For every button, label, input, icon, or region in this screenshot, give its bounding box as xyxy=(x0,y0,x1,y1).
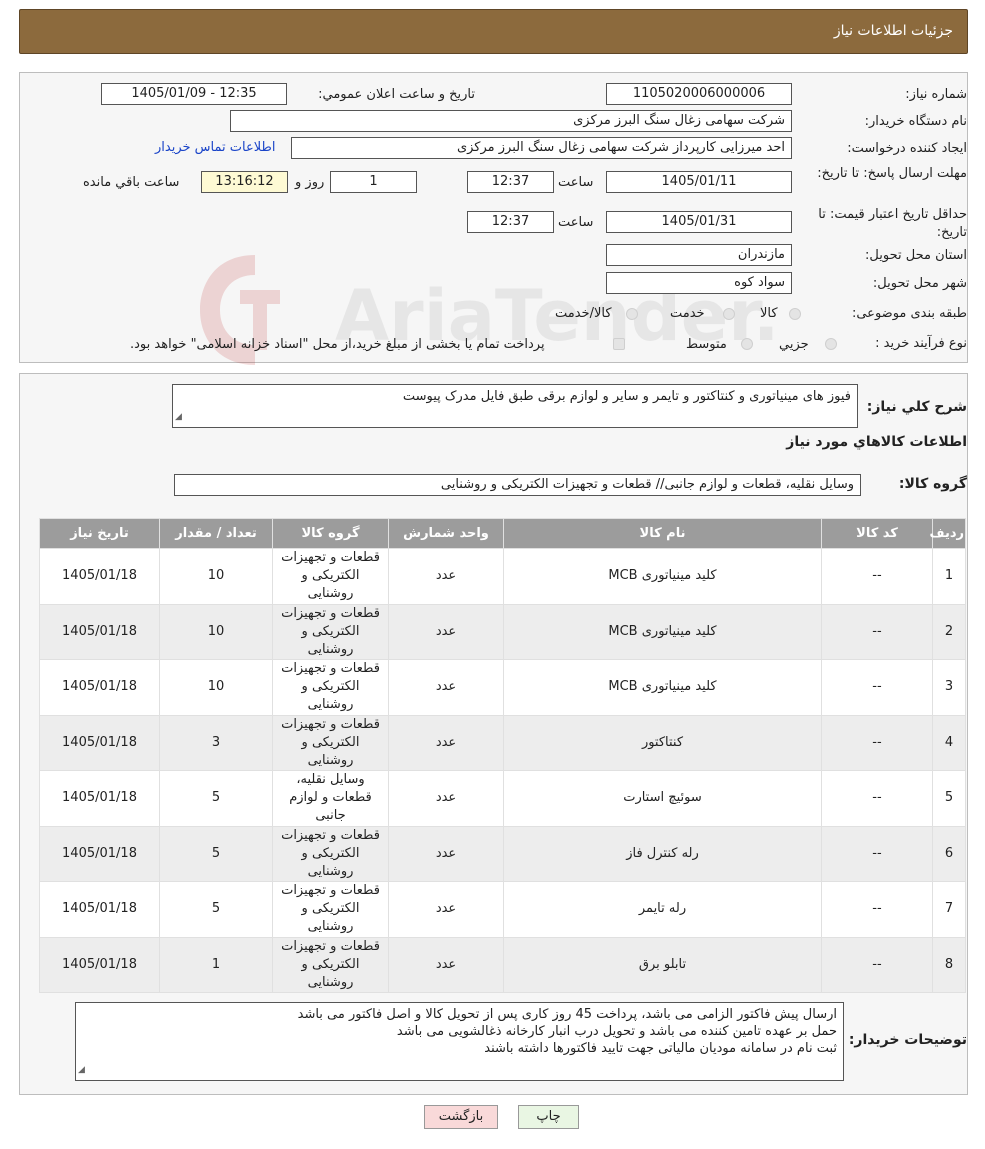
table-row xyxy=(40,715,966,771)
cell-item-name: رله کنترل فاز xyxy=(504,826,822,882)
cell-unit: عدد xyxy=(389,826,504,882)
need-number-field: 1105020006000006 xyxy=(606,83,792,105)
cell-item-code: -- xyxy=(822,604,933,660)
col-group: گروه کالا xyxy=(273,519,389,549)
cell-quantity: 5 xyxy=(160,771,273,827)
cell-item-name: سوئیچ استارت xyxy=(504,771,822,827)
cell-need-date: 1405/01/18 xyxy=(40,882,160,938)
reply-time-field: 12:37 xyxy=(467,171,554,193)
cell-group: وسایل نقلیه، قطعات و لوازم جانبی xyxy=(273,771,389,827)
goods-table xyxy=(39,518,966,993)
table-row xyxy=(40,660,966,716)
process-radio-minor[interactable] xyxy=(825,338,837,350)
cell-row-number: 2 xyxy=(933,604,966,660)
cell-group: قطعات و تجهیزات الکتریکی و روشنایی xyxy=(273,882,389,938)
category-option-goods: کالا xyxy=(760,306,778,321)
cell-item-code: -- xyxy=(822,882,933,938)
cell-unit: عدد xyxy=(389,604,504,660)
cell-row-number: 1 xyxy=(933,549,966,605)
cell-unit: عدد xyxy=(389,660,504,716)
cell-need-date: 1405/01/18 xyxy=(40,715,160,771)
cell-quantity: 10 xyxy=(160,660,273,716)
table-row xyxy=(40,882,966,938)
category-radio-goods-service[interactable] xyxy=(626,308,638,320)
category-radio-service[interactable] xyxy=(723,308,735,320)
process-note: پرداخت تمام یا بخشی از مبلغ خرید،از محل "اسناد خزانه اسلامی" خواهد بود. xyxy=(130,337,545,352)
cell-item-name: کلید مینیاتوری MCB xyxy=(504,660,822,716)
table-row xyxy=(40,549,966,605)
summary-text: فیوز های مینیاتوری و کنتاکتور و تایمر و سایر و لوازم برقی طبق فایل مدرک پیوست xyxy=(402,389,851,404)
cell-need-date: 1405/01/18 xyxy=(40,549,160,605)
cell-item-code: -- xyxy=(822,549,933,605)
col-quantity: تعداد / مقدار xyxy=(160,519,273,549)
cell-row-number: 7 xyxy=(933,882,966,938)
table-row xyxy=(40,826,966,882)
contact-info-link[interactable]: اطلاعات تماس خريدار xyxy=(155,140,276,155)
remaining-time-field: 13:16:12 xyxy=(201,171,288,193)
cell-item-name: کلید مینیاتوری MCB xyxy=(504,604,822,660)
cell-unit: عدد xyxy=(389,549,504,605)
process-option-medium: متوسط xyxy=(686,337,727,352)
cell-item-code: -- xyxy=(822,771,933,827)
goods-info-title: اطلاعات کالاهاي مورد نياز xyxy=(786,434,967,450)
days-label: روز و xyxy=(295,175,325,190)
summary-label: شرح کلي نياز: xyxy=(866,399,967,415)
buyer-org-field: شرکت سهامی زغال سنگ البرز مرکزی xyxy=(230,110,792,132)
validity-label: حداقل تاريخ اعتبار قيمت: تا تاريخ: xyxy=(818,207,967,240)
process-checkbox-treasury[interactable] xyxy=(613,338,625,350)
buyer-note-line: حمل بر عهده تامین کننده می باشد و تحویل درب انبار کارخانه ذغالشویی می باشد xyxy=(396,1024,837,1039)
cell-group: قطعات و تجهیزات الکتریکی و روشنایی xyxy=(273,937,389,993)
province-label: استان محل تحويل: xyxy=(865,248,967,263)
buyer-notes-label: توضيحات خريدار: xyxy=(848,1032,967,1048)
summary-textarea[interactable] xyxy=(172,384,858,428)
cell-group: قطعات و تجهیزات الکتریکی و روشنایی xyxy=(273,660,389,716)
creator-field: احد میرزایی کارپرداز شرکت سهامی زغال سنگ البرز مرکزی xyxy=(291,137,792,159)
category-option-goods-service: کالا/خدمت xyxy=(555,306,612,321)
process-option-minor: جزيي xyxy=(779,337,809,352)
cell-item-name: کنتاکتور xyxy=(504,715,822,771)
cell-quantity: 1 xyxy=(160,937,273,993)
announce-field: 1405/01/09 - 12:35 xyxy=(101,83,287,105)
province-field: مازندران xyxy=(606,244,792,266)
cell-row-number: 4 xyxy=(933,715,966,771)
col-need-date: تاريخ نياز xyxy=(40,519,160,549)
validity-time-label: ساعت xyxy=(558,215,594,230)
cell-quantity: 10 xyxy=(160,549,273,605)
validity-time-field: 12:37 xyxy=(467,211,554,233)
cell-quantity: 3 xyxy=(160,715,273,771)
cell-row-number: 3 xyxy=(933,660,966,716)
cell-group: قطعات و تجهیزات الکتریکی و روشنایی xyxy=(273,715,389,771)
cell-item-name: تابلو برق xyxy=(504,937,822,993)
table-header-row xyxy=(40,519,966,549)
buyer-org-label: نام دستگاه خريدار: xyxy=(864,114,967,129)
cell-unit: عدد xyxy=(389,771,504,827)
process-radio-medium[interactable] xyxy=(741,338,753,350)
process-label: نوع فرآيند خريد : xyxy=(875,336,967,351)
cell-need-date: 1405/01/18 xyxy=(40,937,160,993)
cell-need-date: 1405/01/18 xyxy=(40,771,160,827)
table-row xyxy=(40,604,966,660)
cell-row-number: 6 xyxy=(933,826,966,882)
col-item-code: کد کالا xyxy=(822,519,933,549)
announce-label: تاریخ و ساعت اعلان عمومي: xyxy=(318,87,475,102)
category-option-service: خدمت xyxy=(670,306,705,321)
cell-unit: عدد xyxy=(389,882,504,938)
group-field: وسایل نقلیه، قطعات و لوازم جانبی// قطعات و تجهیزات الکتریکی و روشنایی xyxy=(174,474,861,496)
page-title: جزئیات اطلاعات نیاز xyxy=(833,23,953,39)
cell-group: قطعات و تجهیزات الکتریکی و روشنایی xyxy=(273,826,389,882)
cell-quantity: 5 xyxy=(160,882,273,938)
validity-date-field: 1405/01/31 xyxy=(606,211,792,233)
reply-time-label: ساعت xyxy=(558,175,594,190)
print-button[interactable]: چاپ xyxy=(518,1105,579,1129)
col-row-number: رديف xyxy=(933,519,966,549)
back-button[interactable]: بازگشت xyxy=(424,1105,498,1129)
cell-need-date: 1405/01/18 xyxy=(40,826,160,882)
page-header xyxy=(19,9,968,54)
city-field: سواد کوه xyxy=(606,272,792,294)
cell-item-code: -- xyxy=(822,715,933,771)
category-label: طبقه بندی موضوعی: xyxy=(851,306,967,321)
cell-group: قطعات و تجهیزات الکتریکی و روشنایی xyxy=(273,549,389,605)
reply-date-field: 1405/01/11 xyxy=(606,171,792,193)
city-label: شهر محل تحويل: xyxy=(872,276,967,291)
cell-need-date: 1405/01/18 xyxy=(40,604,160,660)
cell-row-number: 5 xyxy=(933,771,966,827)
reply-deadline-label: مهلت ارسال پاسخ: تا تاريخ: xyxy=(817,166,967,181)
cell-item-name: کلید مینیاتوری MCB xyxy=(504,549,822,605)
cell-quantity: 5 xyxy=(160,826,273,882)
cell-item-code: -- xyxy=(822,826,933,882)
cell-item-code: -- xyxy=(822,937,933,993)
cell-row-number: 8 xyxy=(933,937,966,993)
table-row xyxy=(40,771,966,827)
creator-label: ايجاد کننده درخواست: xyxy=(847,141,967,156)
cell-unit: عدد xyxy=(389,937,504,993)
group-label: گروه کالا: xyxy=(898,476,967,492)
table-row xyxy=(40,937,966,993)
cell-item-code: -- xyxy=(822,660,933,716)
cell-need-date: 1405/01/18 xyxy=(40,660,160,716)
buyer-note-line: ارسال پیش فاکتور الزامی می باشد، پرداخت 45 روز کاری پس از تحویل کالا و اصل فاکتور می باشد xyxy=(297,1007,837,1022)
need-number-label: شماره نیاز: xyxy=(905,87,967,102)
col-unit: واحد شمارش xyxy=(389,519,504,549)
category-radio-goods[interactable] xyxy=(789,308,801,320)
buyer-notes-textarea[interactable] xyxy=(75,1002,844,1081)
days-field: 1 xyxy=(330,171,417,193)
remaining-label: ساعت باقي مانده xyxy=(83,175,180,190)
resize-grip-icon[interactable]: ◢ xyxy=(78,1065,85,1075)
cell-item-name: رله تایمر xyxy=(504,882,822,938)
cell-quantity: 10 xyxy=(160,604,273,660)
cell-unit: عدد xyxy=(389,715,504,771)
buyer-note-line: ثبت نام در سامانه مودیان مالیاتی جهت تایید فاکتورها داشته باشند xyxy=(484,1041,837,1056)
cell-group: قطعات و تجهیزات الکتریکی و روشنایی xyxy=(273,604,389,660)
resize-grip-icon[interactable]: ◢ xyxy=(175,412,182,422)
col-item-name: نام کالا xyxy=(504,519,822,549)
